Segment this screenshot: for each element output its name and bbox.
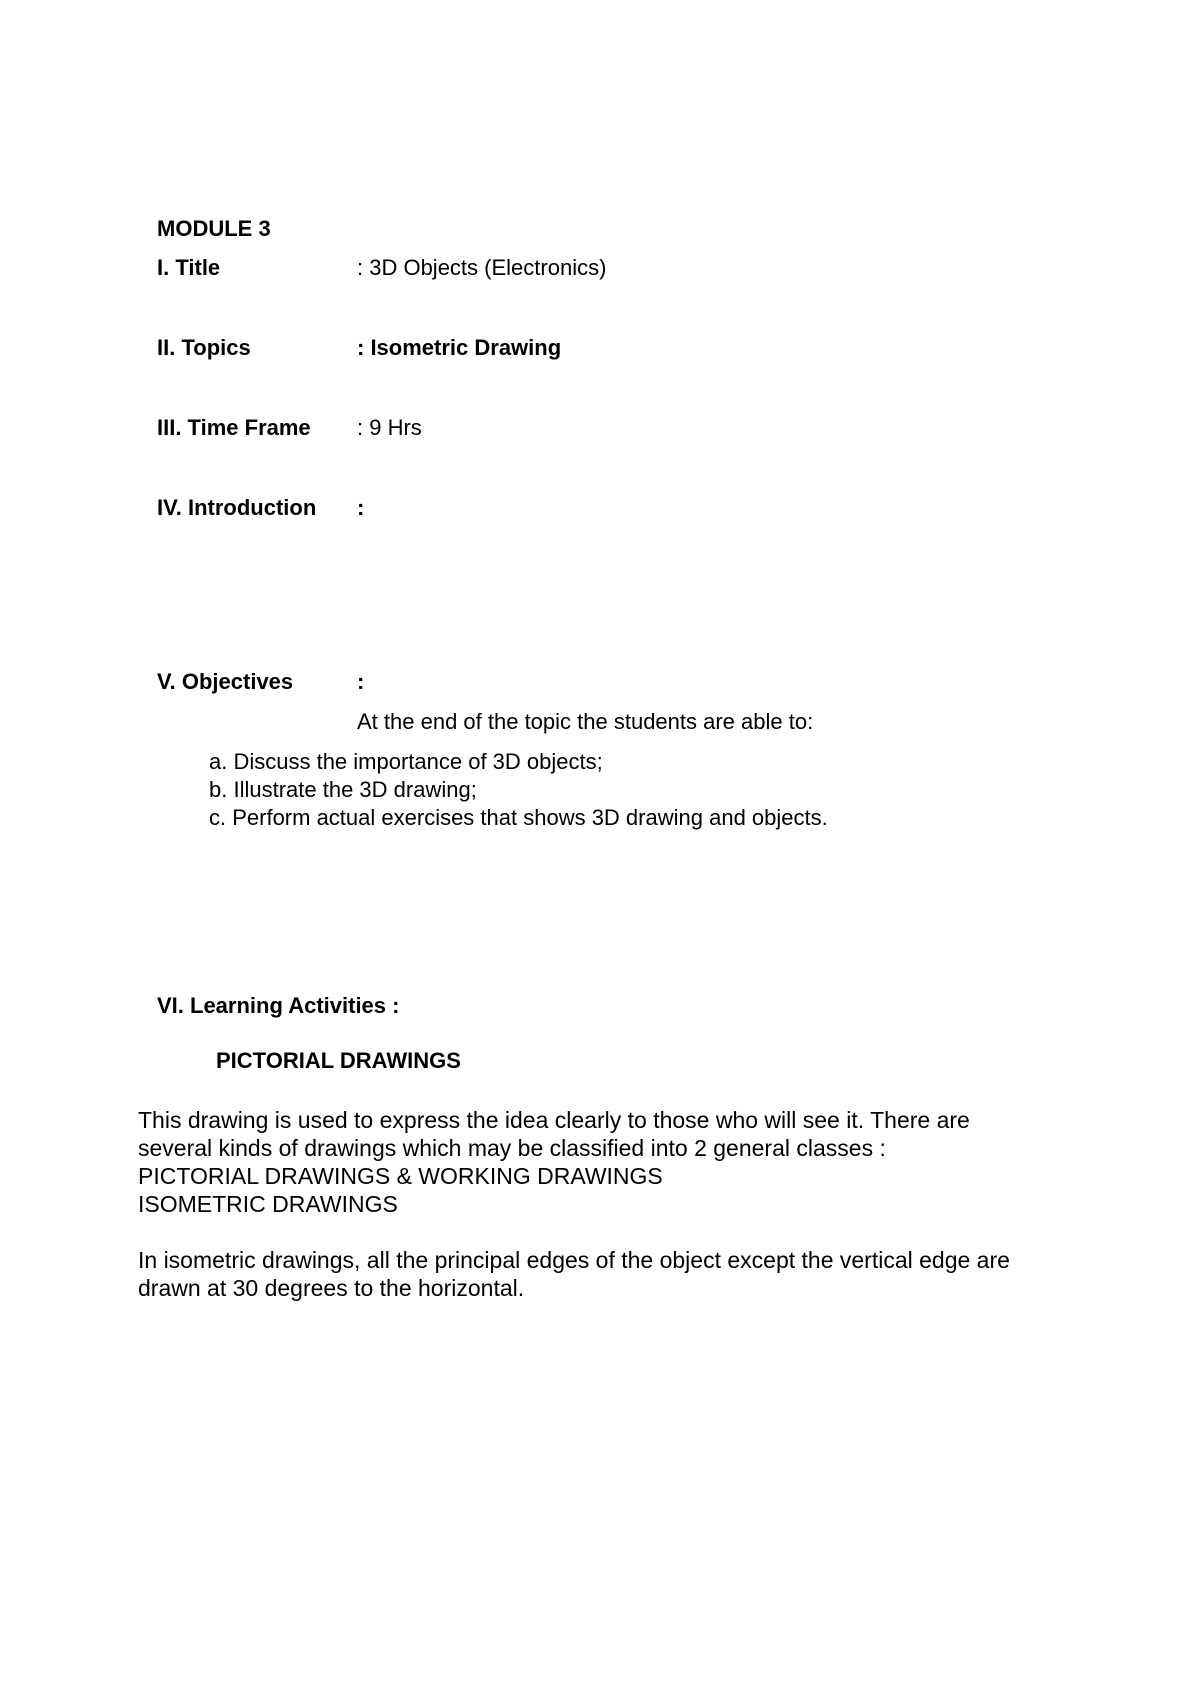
introduction-value: : (357, 495, 365, 520)
objective-item: c. Perform actual exercises that shows 3D drawing and objects. (209, 805, 828, 830)
topics-value: : Isometric Drawing (357, 335, 562, 360)
learning-paragraph-1 (138, 1106, 1098, 1218)
objectives-label: V. Objectives (157, 669, 294, 694)
paragraph-line: In isometric drawings, all the principal edges of the object except the vertical edge are (138, 1247, 1010, 1273)
paragraph-line: PICTORIAL DRAWINGS & WORKING DRAWINGS (138, 1163, 663, 1189)
title-value: : 3D Objects (Electronics) (357, 255, 607, 280)
objectives-value: : (357, 669, 365, 694)
title-label: I. Title (157, 255, 221, 280)
paragraph-line: several kinds of drawings which may be classified into 2 general classes : (138, 1135, 886, 1161)
time-frame-value: : 9 Hrs (357, 415, 422, 440)
objective-item: a. Discuss the importance of 3D objects; (209, 749, 603, 774)
learning-activities-label: VI. Learning Activities : (157, 993, 400, 1018)
module-heading: MODULE 3 (157, 216, 271, 241)
learning-paragraph-2 (138, 1246, 1098, 1302)
objectives-intro: At the end of the topic the students are able to: (357, 709, 814, 734)
paragraph-line: drawn at 30 degrees to the horizontal. (138, 1275, 525, 1301)
objective-item: b. Illustrate the 3D drawing; (209, 777, 477, 802)
paragraph-line: This drawing is used to express the idea clearly to those who will see it. There are (138, 1107, 970, 1133)
time-frame-label: III. Time Frame (157, 415, 311, 440)
topics-label: II. Topics (157, 335, 251, 360)
paragraph-line: ISOMETRIC DRAWINGS (138, 1191, 398, 1217)
introduction-label: IV. Introduction (157, 495, 317, 520)
pictorial-drawings-heading: PICTORIAL DRAWINGS (216, 1048, 461, 1073)
